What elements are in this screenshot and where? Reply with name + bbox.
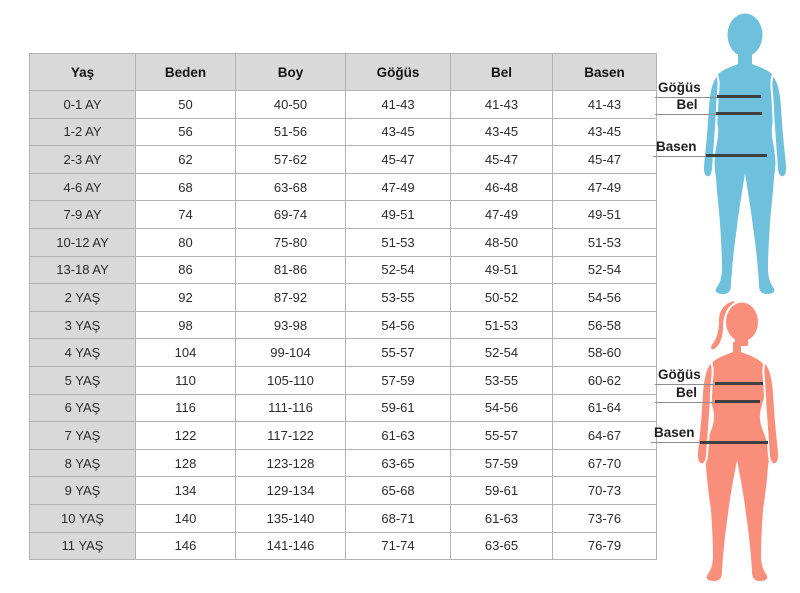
table-row [30,201,657,229]
value-cell: 49-51 [451,256,553,284]
row-header-cell: 9 YAŞ [30,477,136,505]
table-row [30,256,657,284]
child-waist-label: Bel [655,97,719,115]
row-header-cell: 6 YAŞ [30,394,136,422]
value-cell: 71-74 [346,532,451,560]
value-cell: 104 [136,339,236,367]
row-header-cell: 11 YAŞ [30,532,136,560]
value-cell: 47-49 [451,201,553,229]
value-cell: 63-68 [236,173,346,201]
value-cell: 51-53 [346,228,451,256]
value-cell: 110 [136,366,236,394]
value-cell: 105-110 [236,366,346,394]
row-header-cell: 7 YAŞ [30,422,136,450]
child-waist-measure-line [716,112,762,115]
row-header-cell: 2 YAŞ [30,284,136,312]
value-cell: 55-57 [346,339,451,367]
value-cell: 49-51 [553,201,657,229]
value-cell: 43-45 [346,118,451,146]
value-cell: 116 [136,394,236,422]
value-cell: 76-79 [553,532,657,560]
value-cell: 54-56 [553,284,657,312]
value-cell: 57-62 [236,146,346,174]
value-cell: 53-55 [346,284,451,312]
value-cell: 80 [136,228,236,256]
value-cell: 43-45 [451,118,553,146]
value-cell: 41-43 [346,91,451,119]
value-cell: 75-80 [236,228,346,256]
value-cell: 57-59 [451,449,553,477]
row-header-cell: 4 YAŞ [30,339,136,367]
value-cell: 59-61 [451,477,553,505]
value-cell: 128 [136,449,236,477]
table-row [30,366,657,394]
table-row [30,91,657,119]
value-cell: 86 [136,256,236,284]
woman-hip-measure-line [700,441,768,444]
value-cell: 45-47 [346,146,451,174]
value-cell: 62 [136,146,236,174]
child-hip-label: Basen [653,139,713,157]
table-header-row [30,54,657,91]
row-header-cell: 2-3 AY [30,146,136,174]
column-header: Beden [136,54,236,91]
value-cell: 45-47 [451,146,553,174]
woman-chest-measure-line [715,382,763,385]
row-header-cell: 0-1 AY [30,91,136,119]
value-cell: 99-104 [236,339,346,367]
value-cell: 41-43 [451,91,553,119]
value-cell: 129-134 [236,477,346,505]
column-header: Basen [553,54,657,91]
table-row [30,311,657,339]
value-cell: 58-60 [553,339,657,367]
value-cell: 68-71 [346,504,451,532]
value-cell: 135-140 [236,504,346,532]
value-cell: 56 [136,118,236,146]
column-header: Yaş [30,54,136,91]
value-cell: 141-146 [236,532,346,560]
value-cell: 50-52 [451,284,553,312]
value-cell: 81-86 [236,256,346,284]
row-header-cell: 10 YAŞ [30,504,136,532]
value-cell: 111-116 [236,394,346,422]
table-row [30,173,657,201]
value-cell: 57-59 [346,366,451,394]
value-cell: 49-51 [346,201,451,229]
table-row [30,146,657,174]
table-body [30,91,657,560]
value-cell: 51-53 [451,311,553,339]
woman-waist-measure-line [715,400,760,403]
value-cell: 74 [136,201,236,229]
child-chest-measure-line [717,95,761,98]
size-table [29,53,657,560]
value-cell: 68 [136,173,236,201]
value-cell: 140 [136,504,236,532]
value-cell: 61-63 [451,504,553,532]
row-header-cell: 3 YAŞ [30,311,136,339]
woman-hip-label: Basen [651,425,708,443]
table-row [30,422,657,450]
value-cell: 63-65 [451,532,553,560]
value-cell: 48-50 [451,228,553,256]
child-hip-measure-line [706,154,767,157]
table-row [30,394,657,422]
value-cell: 146 [136,532,236,560]
column-header: Göğüs [346,54,451,91]
value-cell: 40-50 [236,91,346,119]
row-header-cell: 1-2 AY [30,118,136,146]
value-cell: 47-49 [553,173,657,201]
table-row [30,339,657,367]
value-cell: 61-63 [346,422,451,450]
table-row [30,284,657,312]
value-cell: 63-65 [346,449,451,477]
value-cell: 134 [136,477,236,505]
value-cell: 59-61 [346,394,451,422]
value-cell: 65-68 [346,477,451,505]
woman-chest-label: Göğüs [655,367,723,385]
table-row [30,449,657,477]
value-cell: 98 [136,311,236,339]
value-cell: 55-57 [451,422,553,450]
woman-waist-label: Bel [655,385,718,403]
value-cell: 47-49 [346,173,451,201]
table-row [30,477,657,505]
value-cell: 43-45 [553,118,657,146]
value-cell: 122 [136,422,236,450]
row-header-cell: 13-18 AY [30,256,136,284]
value-cell: 52-54 [553,256,657,284]
value-cell: 50 [136,91,236,119]
value-cell: 67-70 [553,449,657,477]
column-header: Bel [451,54,553,91]
table-row [30,228,657,256]
value-cell: 60-62 [553,366,657,394]
value-cell: 69-74 [236,201,346,229]
value-cell: 53-55 [451,366,553,394]
value-cell: 45-47 [553,146,657,174]
value-cell: 123-128 [236,449,346,477]
value-cell: 64-67 [553,422,657,450]
row-header-cell: 5 YAŞ [30,366,136,394]
value-cell: 52-54 [346,256,451,284]
value-cell: 61-64 [553,394,657,422]
value-cell: 52-54 [451,339,553,367]
row-header-cell: 8 YAŞ [30,449,136,477]
value-cell: 51-56 [236,118,346,146]
value-cell: 70-73 [553,477,657,505]
table-row [30,532,657,560]
value-cell: 54-56 [346,311,451,339]
value-cell: 46-48 [451,173,553,201]
row-header-cell: 4-6 AY [30,173,136,201]
value-cell: 117-122 [236,422,346,450]
row-header-cell: 10-12 AY [30,228,136,256]
value-cell: 92 [136,284,236,312]
table-row [30,118,657,146]
value-cell: 87-92 [236,284,346,312]
value-cell: 54-56 [451,394,553,422]
value-cell: 93-98 [236,311,346,339]
child-body [712,53,777,294]
table-row [30,504,657,532]
row-header-cell: 7-9 AY [30,201,136,229]
value-cell: 56-58 [553,311,657,339]
column-header: Boy [236,54,346,91]
value-cell: 41-43 [553,91,657,119]
child-chest-label: Göğüs [655,80,722,98]
value-cell: 51-53 [553,228,657,256]
value-cell: 73-76 [553,504,657,532]
